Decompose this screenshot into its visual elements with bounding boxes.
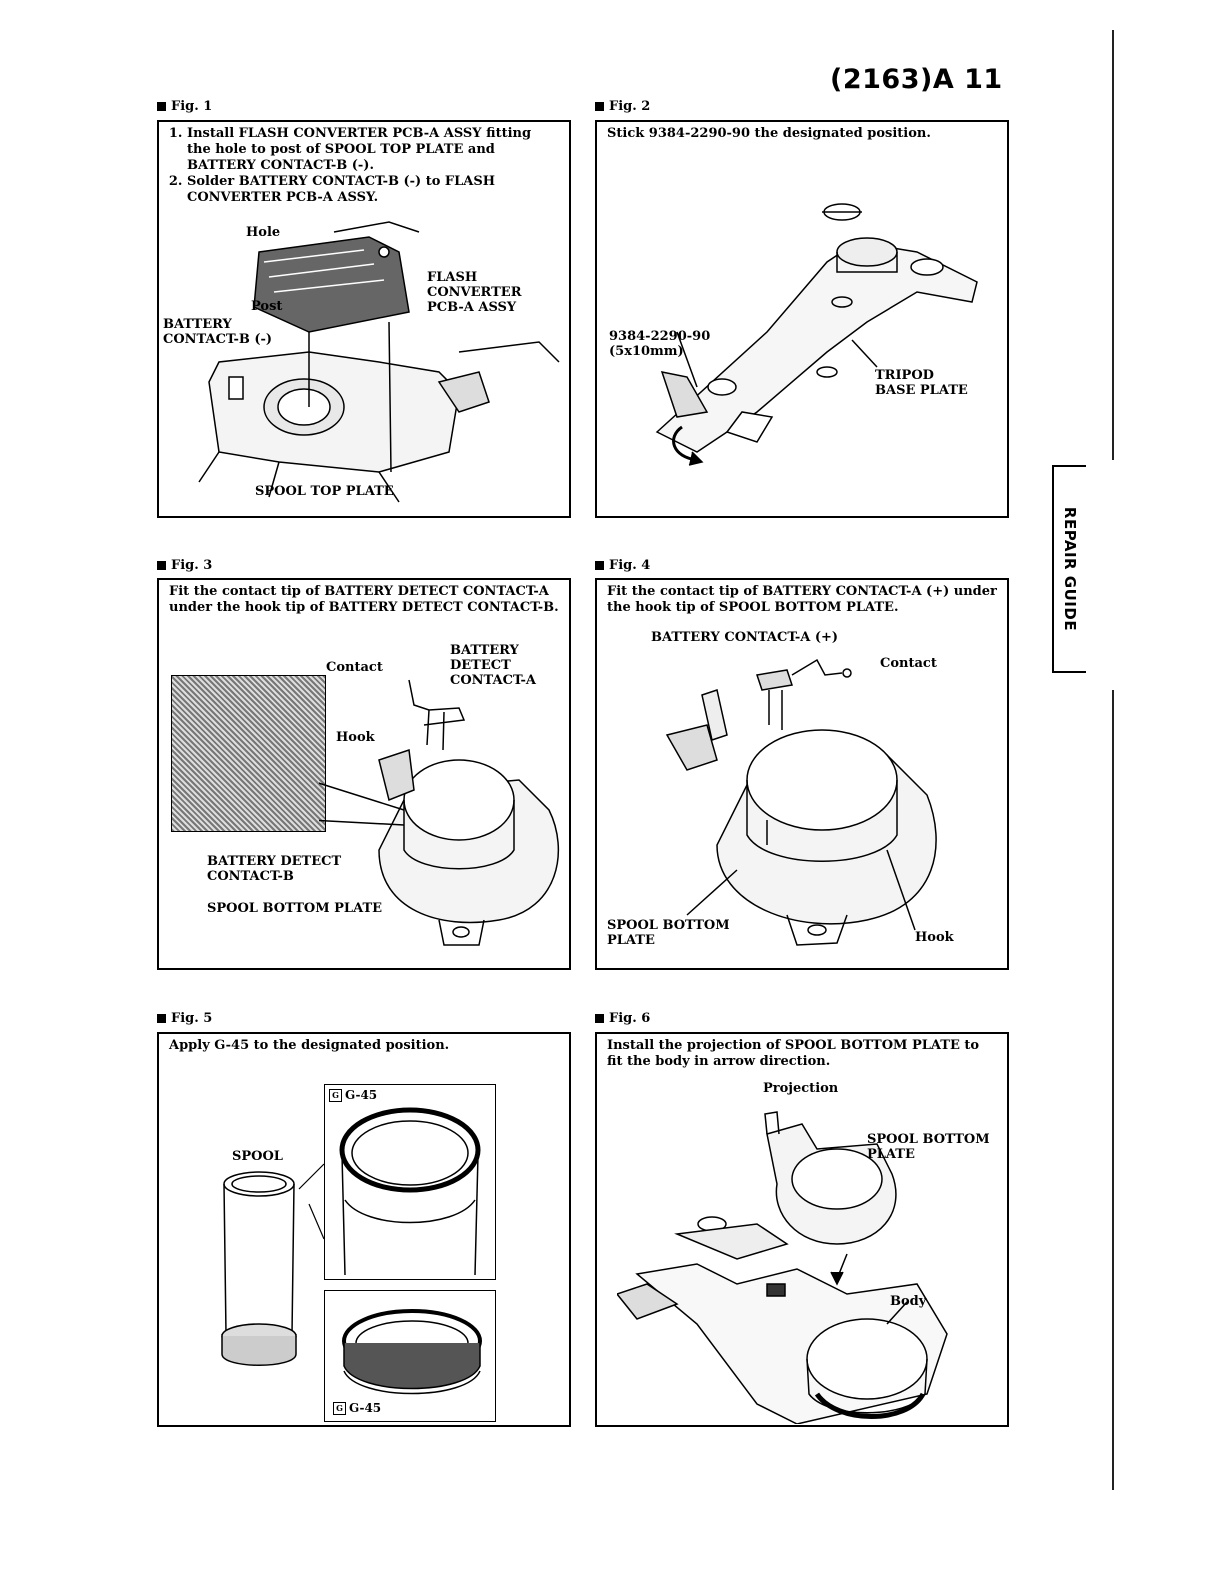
callout-flash-converter: FLASH CONVERTER PCB-A ASSY xyxy=(427,270,522,315)
fig1-illustration xyxy=(159,212,569,512)
fig3-instruction: Fit the contact tip of BATTERY DETECT CONTACT-A under the hook tip of BATTERY DETECT CONTACT-B. xyxy=(169,584,559,615)
callout-contact: Contact xyxy=(880,656,937,671)
page-number: (2163)A 11 xyxy=(830,64,1003,95)
callout-contact: Contact xyxy=(326,660,383,675)
callout-spool: SPOOL xyxy=(232,1149,283,1164)
section-tab xyxy=(1052,465,1086,673)
fig1-label: Fig. 1 xyxy=(157,99,212,114)
g45-detail-top xyxy=(324,1084,496,1280)
fig1-step-1: 1. Install FLASH CONVERTER PCB-A ASSY fitting the hole to post of SPOOL TOP PLATE and BATTERY CONTACT-B (-). xyxy=(187,126,559,174)
callout-battery-detect-contact-b: BATTERY DETECT CONTACT-B xyxy=(207,854,342,884)
callout-projection: Projection xyxy=(763,1081,839,1096)
spool-bottom-ring-drawing xyxy=(337,1301,487,1401)
fig1-instructions xyxy=(165,126,559,206)
callout-hook: Hook xyxy=(915,930,954,945)
fig4-label: Fig. 4 xyxy=(595,558,650,573)
fig6-label: Fig. 6 xyxy=(595,1011,650,1026)
callout-spool-top-plate: SPOOL TOP PLATE xyxy=(255,484,394,499)
callout-tripod-base-plate: TRIPOD BASE PLATE xyxy=(875,368,968,398)
g45-detail-bottom xyxy=(324,1290,496,1422)
fig5-instruction: Apply G-45 to the designated position. xyxy=(169,1038,450,1053)
grease-icon: G xyxy=(333,1402,346,1415)
callout-spool-bottom-plate: SPOOL BOTTOM PLATE xyxy=(607,918,730,948)
fig5-label: Fig. 5 xyxy=(157,1011,212,1026)
fig2-panel xyxy=(595,120,1009,518)
fig2-instruction: Stick 9384-2290-90 the designated position. xyxy=(607,126,931,141)
callout-battery-contact-b: BATTERY CONTACT-B (-) xyxy=(163,317,273,347)
fig4-instruction: Fit the contact tip of BATTERY CONTACT-A (+) under the hook tip of SPOOL BOTTOM PLATE. xyxy=(607,584,997,615)
spool-top-ring-drawing xyxy=(335,1105,485,1275)
callout-body: Body xyxy=(890,1294,927,1309)
margin-rule xyxy=(1112,30,1114,460)
fig6-instruction: Install the projection of SPOOL BOTTOM PLATE to fit the body in arrow direction. xyxy=(607,1038,980,1069)
fig2-label: Fig. 2 xyxy=(595,99,650,114)
callout-battery-detect-contact-a: BATTERY DETECT CONTACT-A xyxy=(450,643,536,688)
callout-post: Post xyxy=(251,299,283,314)
margin-rule xyxy=(1112,690,1114,1490)
callout-hole: Hole xyxy=(246,225,281,240)
fig4-illustration xyxy=(657,645,997,955)
callout-spool-bottom-plate: SPOOL BOTTOM PLATE xyxy=(207,901,383,916)
detail-photo xyxy=(171,675,326,832)
callout-hook: Hook xyxy=(336,730,375,745)
grease-icon: G xyxy=(329,1089,342,1102)
fig6-panel xyxy=(595,1032,1009,1427)
fig3-panel xyxy=(157,578,571,970)
callout-spool-bottom-plate: SPOOL BOTTOM PLATE xyxy=(867,1132,990,1162)
callout-part-number: 9384-2290-90 (5x10mm) xyxy=(609,329,711,359)
g45-label-top: G G-45 xyxy=(329,1088,377,1102)
fig4-panel xyxy=(595,578,1009,970)
fig3-label: Fig. 3 xyxy=(157,558,212,573)
fig1-step-2: 2. Solder BATTERY CONTACT-B (-) to FLASH CONVERTER PCB-A ASSY. xyxy=(187,174,559,206)
callout-battery-contact-a: BATTERY CONTACT-A (+) xyxy=(651,630,839,645)
g45-label-bottom: G G-45 xyxy=(333,1401,381,1415)
fig1-panel xyxy=(157,120,571,518)
fig5-panel xyxy=(157,1032,571,1427)
section-tab-label: REPAIR GUIDE xyxy=(1061,506,1079,632)
